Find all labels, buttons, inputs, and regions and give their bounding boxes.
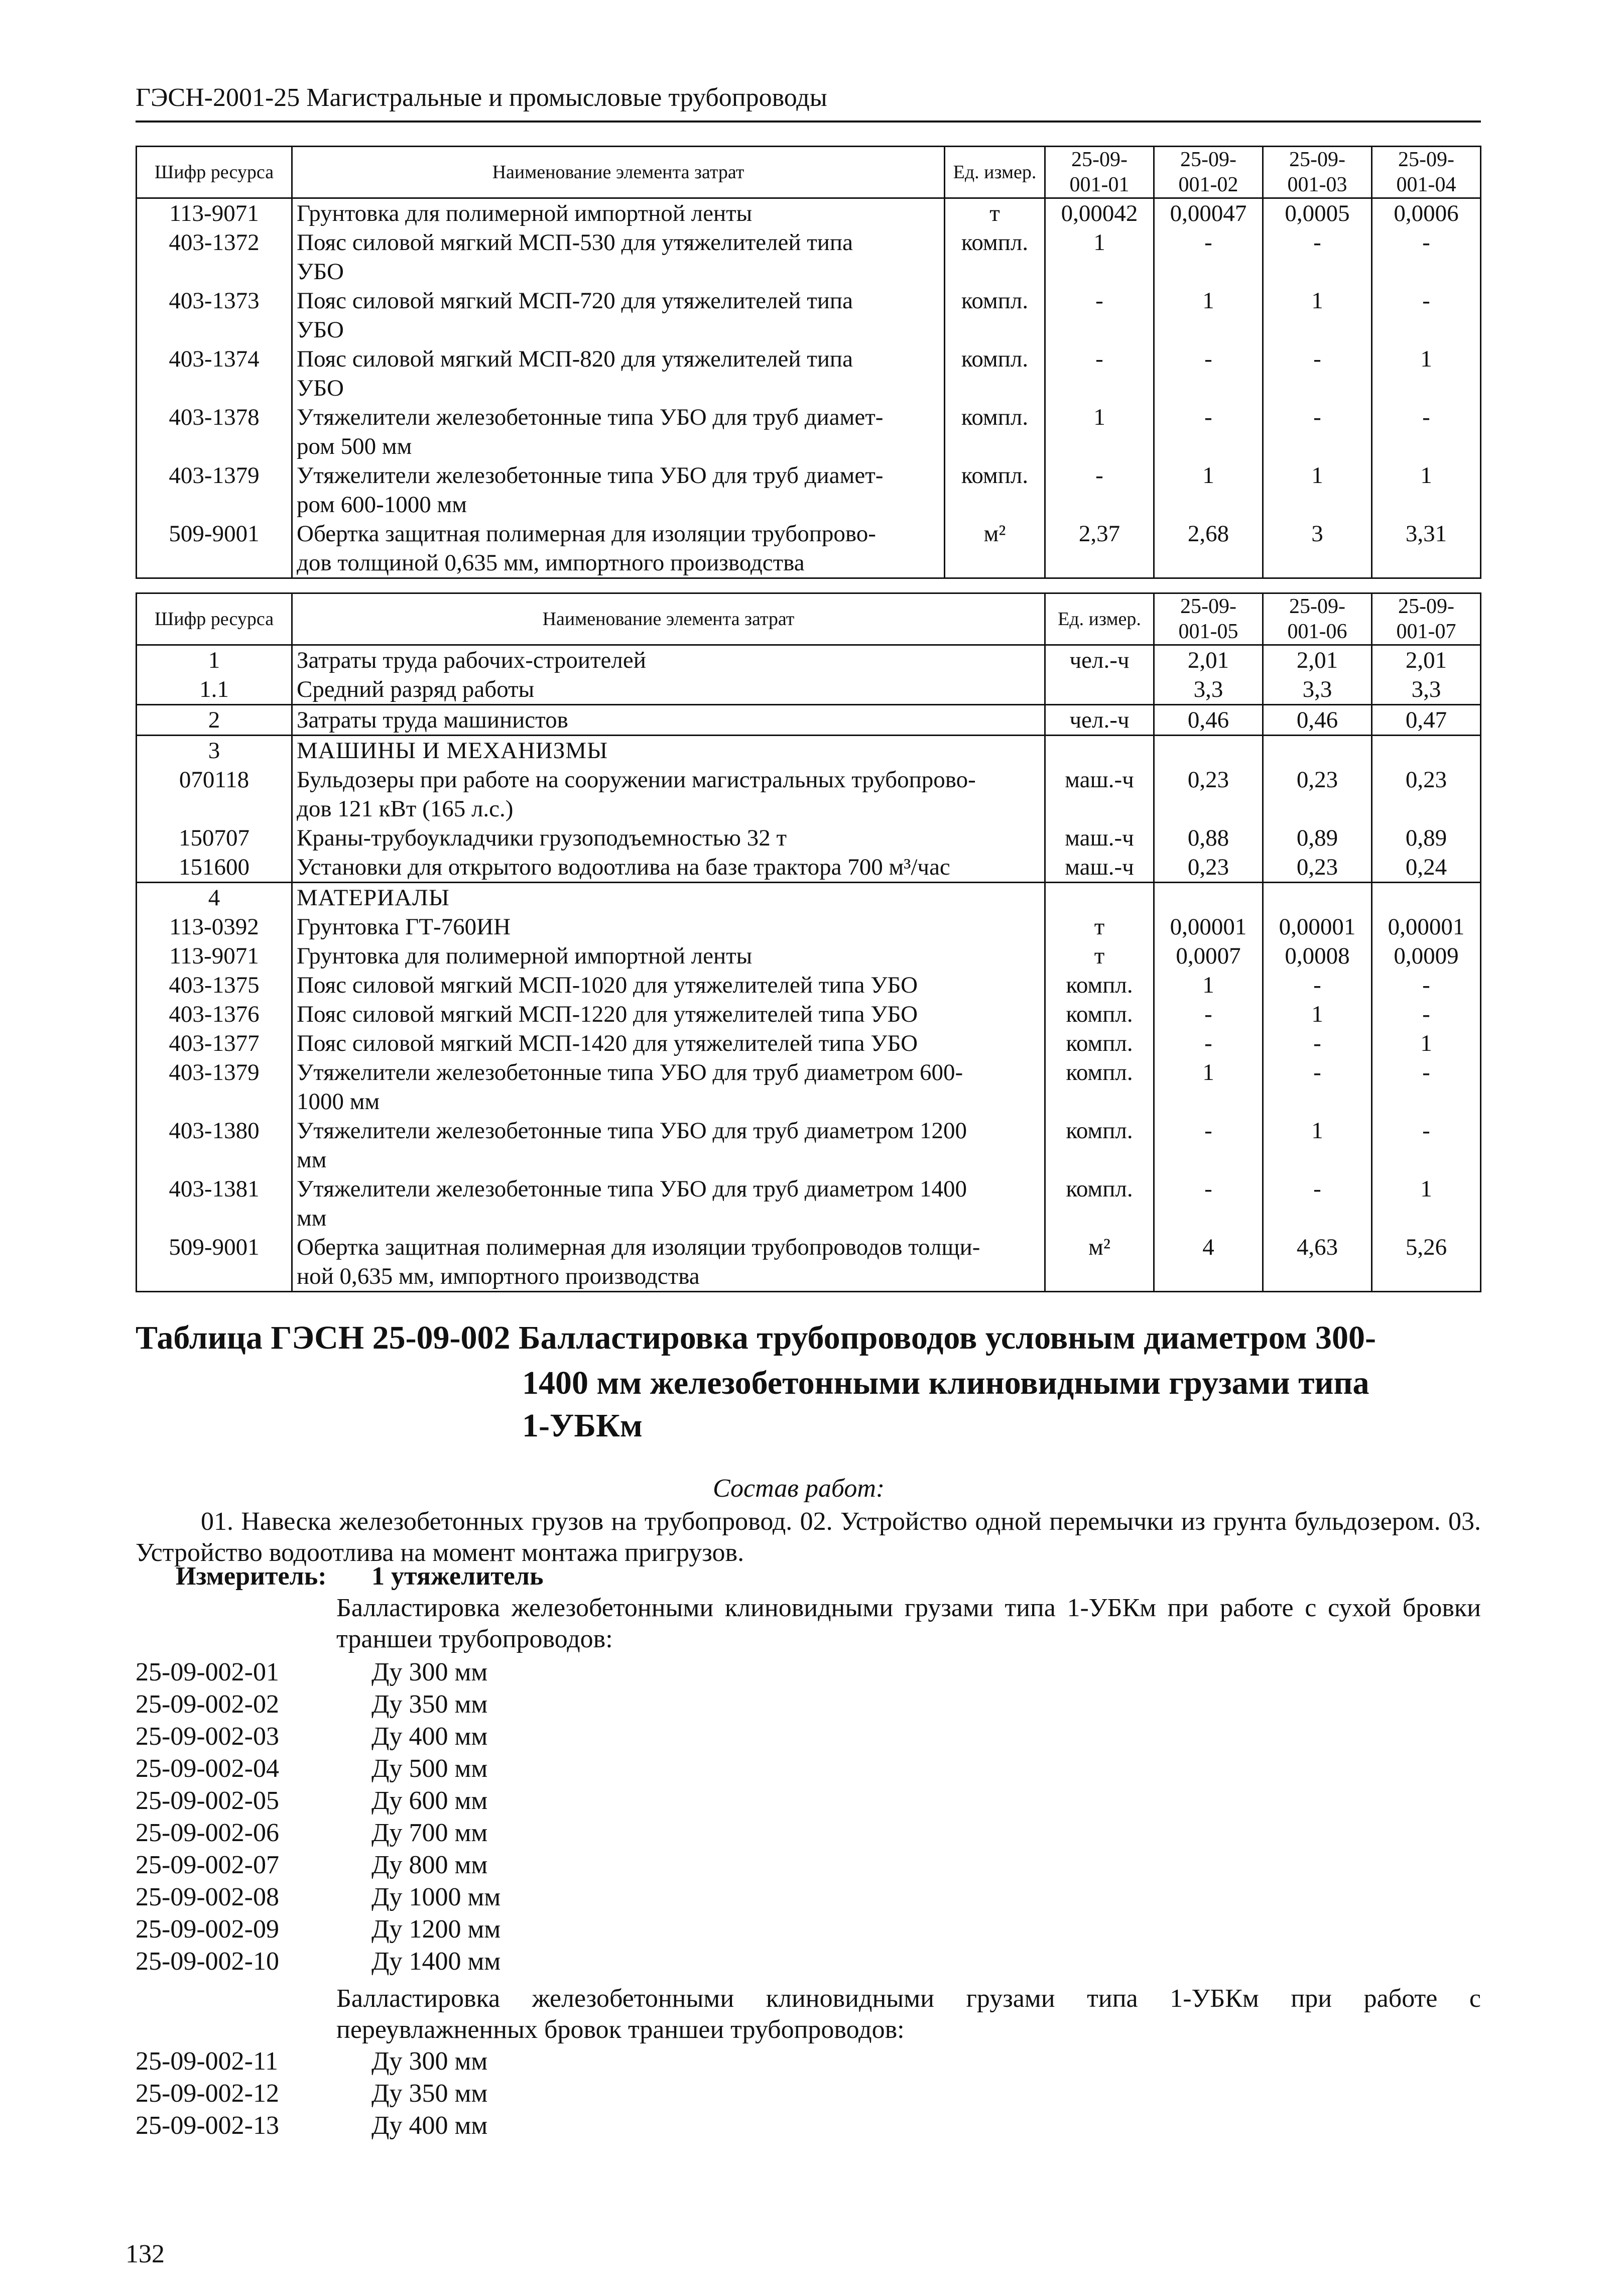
resource-value: 0,0009: [1372, 941, 1481, 971]
resource-code: 070118: [137, 765, 292, 823]
resource-name: [292, 853, 1045, 883]
resource-value: 0,0006: [1372, 198, 1481, 228]
resource-code: 3: [137, 736, 292, 766]
resource-value: -: [1154, 1029, 1263, 1058]
table-row: [137, 198, 1481, 228]
resource-unit: компл.: [945, 286, 1045, 344]
resource-value: 0,24: [1372, 853, 1481, 883]
resource-name-line: Утяжелители железобетонные типа УБО для труб диамет-: [297, 462, 884, 489]
list-item-text: Ду 800 мм: [371, 1851, 488, 1879]
resource-value: 0,23: [1154, 853, 1263, 883]
resource-value: [1372, 883, 1481, 913]
resource-name: [292, 1174, 1045, 1233]
resource-unit: т: [1045, 912, 1154, 941]
resource-value: -: [1372, 286, 1481, 344]
resource-name-line: УБО: [297, 375, 344, 401]
resource-name-line: Пояс силовой мягкий МСП-1020 для утяжелителей типа УБО: [297, 972, 918, 998]
list-item-code: 25-09-002-03: [136, 1722, 279, 1751]
table-row: [137, 941, 1481, 971]
resource-value: 0,47: [1372, 705, 1481, 736]
resource-value: [1372, 736, 1481, 766]
resource-value: 1: [1372, 461, 1481, 519]
resource-value: [1154, 883, 1263, 913]
header-col-6: 25-09- 001-06: [1263, 593, 1372, 645]
resource-name: [292, 912, 1045, 941]
list-item-text: Ду 1400 мм: [371, 1947, 501, 1976]
resource-name-line: Грунтовка для полимерной импортной ленты: [297, 943, 753, 969]
resource-name: [292, 403, 945, 461]
table-row: [137, 853, 1481, 883]
resource-value: 0,89: [1372, 823, 1481, 853]
list-item-text: Ду 300 мм: [371, 2047, 488, 2076]
resource-name-line: Пояс силовой мягкий МСП-820 для утяжелителей типа: [297, 346, 853, 372]
resource-name-line: Затраты труда машинистов: [297, 707, 568, 733]
resource-name-line: Утяжелители железобетонные типа УБО для труб диамет-: [297, 404, 884, 430]
table-row: [137, 286, 1481, 344]
resource-name-line: ной 0,635 мм, импортного производства: [297, 1263, 700, 1289]
resource-name: [292, 736, 1045, 766]
resource-code: 403-1378: [137, 403, 292, 461]
list-item-text: Ду 350 мм: [371, 2079, 488, 2108]
resource-value: 1: [1154, 461, 1263, 519]
resource-value: 5,26: [1372, 1233, 1481, 1292]
resource-code: 509-9001: [137, 1233, 292, 1292]
list-item-code: 25-09-002-06: [136, 1819, 279, 1847]
resource-unit: чел.-ч: [1045, 705, 1154, 736]
resource-code: 1.1: [137, 675, 292, 705]
resource-value: -: [1154, 228, 1263, 286]
resource-value: -: [1372, 971, 1481, 1000]
resource-name-line: МАТЕРИАЛЫ: [297, 885, 450, 911]
resource-value: 0,0005: [1263, 198, 1372, 228]
resource-value: -: [1263, 1058, 1372, 1116]
resource-unit: компл.: [1045, 1174, 1154, 1233]
list-item-code: 25-09-002-12: [136, 2079, 279, 2108]
resource-value: -: [1263, 403, 1372, 461]
list-item-text: Ду 500 мм: [371, 1754, 488, 1783]
resource-code: 403-1373: [137, 286, 292, 344]
resource-name: [292, 645, 1045, 675]
resource-value: -: [1263, 1174, 1372, 1233]
list-item-code: 25-09-002-01: [136, 1658, 279, 1686]
resource-value: [1263, 883, 1372, 913]
resource-unit: м²: [945, 519, 1045, 578]
resource-value: -: [1154, 1000, 1263, 1029]
list-item-code: 25-09-002-08: [136, 1883, 279, 1911]
table-row: [137, 1029, 1481, 1058]
resource-value: 0,0008: [1263, 941, 1372, 971]
table-row: [137, 344, 1481, 403]
list-item-text: Ду 350 мм: [371, 1690, 488, 1719]
resource-name-line: дов 121 кВт (165 л.с.): [297, 796, 514, 822]
resource-value: 3,3: [1263, 675, 1372, 705]
resource-unit: компл.: [1045, 1029, 1154, 1058]
table-row: [137, 1058, 1481, 1116]
resource-code: 403-1374: [137, 344, 292, 403]
resource-unit: компл.: [945, 228, 1045, 286]
resource-unit: маш.-ч: [1045, 765, 1154, 823]
resource-name-line: Пояс силовой мягкий МСП-530 для утяжелителей типа: [297, 229, 853, 256]
resource-unit: [1045, 883, 1154, 913]
group1-description: Балластировка железобетонными клиновидными грузами типа 1-УБКм при работе с сухой бровки траншеи трубопроводов:: [336, 1594, 1481, 1653]
resource-value: 3,3: [1372, 675, 1481, 705]
list-item-code: 25-09-002-11: [136, 2047, 279, 2076]
resource-name: [292, 823, 1045, 853]
resource-name-line: Средний разряд работы: [297, 676, 535, 702]
resource-name-line: ром 500 мм: [297, 433, 412, 459]
resource-name-line: Утяжелители железобетонные типа УБО для труб диаметром 600-: [297, 1059, 963, 1085]
group2-description: Балластировка железобетонными клиновидными грузами типа 1-УБКм при работе с переувлажненных бровок траншеи трубопроводов:: [336, 1984, 1481, 2044]
header-col-3: 25-09- 001-03: [1263, 147, 1372, 198]
header-col-7: 25-09- 001-07: [1372, 593, 1481, 645]
resource-unit: т: [1045, 941, 1154, 971]
resource-value: 2,01: [1372, 645, 1481, 675]
resource-name-line: УБО: [297, 317, 344, 343]
list-item-text: Ду 1000 мм: [371, 1883, 501, 1911]
resource-value: -: [1372, 1058, 1481, 1116]
resource-name: [292, 941, 1045, 971]
resource-value: -: [1154, 403, 1263, 461]
resource-value: [1154, 736, 1263, 766]
resource-value: 3: [1263, 519, 1372, 578]
resource-value: -: [1263, 971, 1372, 1000]
resource-value: 1: [1154, 286, 1263, 344]
resource-code: 151600: [137, 853, 292, 883]
list-item-code: 25-09-002-02: [136, 1690, 279, 1719]
resource-value: 1: [1045, 228, 1154, 286]
resource-unit: маш.-ч: [1045, 853, 1154, 883]
table-row: [137, 675, 1481, 705]
header-code: Шифр ресурса: [137, 593, 292, 645]
resource-name: [292, 344, 945, 403]
header-rule: [136, 120, 1481, 123]
resource-name-line: мм: [297, 1205, 327, 1231]
resource-name-line: 1000 мм: [297, 1089, 380, 1115]
resource-name: [292, 765, 1045, 823]
list-item-text: Ду 400 мм: [371, 1722, 488, 1751]
resource-value: 2,01: [1263, 645, 1372, 675]
measure-value: 1 утяжелитель: [371, 1562, 544, 1591]
resource-name: [292, 675, 1045, 705]
resource-value: 4: [1154, 1233, 1263, 1292]
table-row: [137, 403, 1481, 461]
resource-name: [292, 1058, 1045, 1116]
resource-unit: компл.: [1045, 971, 1154, 1000]
resource-code: 403-1379: [137, 1058, 292, 1116]
resource-value: 0,46: [1154, 705, 1263, 736]
table-row: [137, 765, 1481, 823]
resource-name-line: Утяжелители железобетонные типа УБО для труб диаметром 1200: [297, 1118, 967, 1144]
resource-value: 2,01: [1154, 645, 1263, 675]
resource-unit: [1045, 736, 1154, 766]
resource-code: 403-1381: [137, 1174, 292, 1233]
resource-name-line: ром 600-1000 мм: [297, 492, 467, 518]
resource-value: -: [1372, 1116, 1481, 1174]
resource-unit: компл.: [945, 344, 1045, 403]
resource-name-line: Обертка защитная полимерная для изоляции трубопроводов толщи-: [297, 1234, 980, 1260]
resource-code: 509-9001: [137, 519, 292, 578]
resource-value: 1: [1263, 1000, 1372, 1029]
resource-name: [292, 883, 1045, 913]
composition-text: 01. Навеска железобетонных грузов на трубопровод. 02. Устройство одной перемычки из грунта бульдозером. 03. Устройство водоотлива на момент монтажа пригрузов.: [136, 1507, 1481, 1567]
resource-value: -: [1372, 228, 1481, 286]
resource-value: -: [1372, 1000, 1481, 1029]
header-col-2: 25-09- 001-02: [1154, 147, 1263, 198]
resource-name: [292, 1233, 1045, 1292]
resource-value: 0,00047: [1154, 198, 1263, 228]
resource-name-line: Краны-трубоукладчики грузоподъемностью 32 т: [297, 825, 787, 851]
resource-name-line: УБО: [297, 259, 344, 285]
table-row: [137, 705, 1481, 736]
table-title-line-3: 1-УБКм: [522, 1407, 643, 1444]
resource-value: -: [1263, 344, 1372, 403]
resource-code: 4: [137, 883, 292, 913]
resource-value: 0,23: [1263, 765, 1372, 823]
resource-code: 403-1379: [137, 461, 292, 519]
resource-value: 0,00042: [1045, 198, 1154, 228]
table-row: [137, 971, 1481, 1000]
resource-name: [292, 705, 1045, 736]
resource-code: 403-1376: [137, 1000, 292, 1029]
resource-unit: компл.: [1045, 1116, 1154, 1174]
resource-value: 1: [1154, 971, 1263, 1000]
resource-value: 0,00001: [1154, 912, 1263, 941]
resource-name-line: Утяжелители железобетонные типа УБО для труб диаметром 1400: [297, 1176, 967, 1202]
table-row: [137, 1233, 1481, 1292]
table-row: [137, 1116, 1481, 1174]
resource-value: 0,23: [1263, 853, 1372, 883]
resource-name-line: Бульдозеры при работе на сооружении магистральных трубопрово-: [297, 767, 976, 793]
list-item-text: Ду 1200 мм: [371, 1915, 501, 1944]
resource-name: [292, 228, 945, 286]
resource-value: -: [1045, 286, 1154, 344]
resource-unit: компл.: [945, 461, 1045, 519]
list-item-text: Ду 600 мм: [371, 1786, 488, 1815]
header-name: Наименование элемента затрат: [292, 593, 1045, 645]
list-item-text: Ду 300 мм: [371, 1658, 488, 1686]
resource-value: 0,23: [1154, 765, 1263, 823]
page-number: 132: [126, 2240, 165, 2268]
resource-name: [292, 519, 945, 578]
resource-name: [292, 1029, 1045, 1058]
resource-value: 1: [1154, 1058, 1263, 1116]
resource-unit: компл.: [1045, 1000, 1154, 1029]
resource-name-line: Пояс силовой мягкий МСП-720 для утяжелителей типа: [297, 288, 853, 314]
resource-name-line: Пояс силовой мягкий МСП-1220 для утяжелителей типа УБО: [297, 1001, 918, 1027]
header-unit: Ед. измер.: [945, 147, 1045, 198]
resource-table-2: [136, 592, 1481, 1292]
composition-label: Состав работ:: [713, 1474, 885, 1503]
resource-value: 1: [1372, 1029, 1481, 1058]
list-item-code: 25-09-002-10: [136, 1947, 279, 1976]
table-row: [137, 1000, 1481, 1029]
resource-code: 150707: [137, 823, 292, 853]
resource-value: 0,0007: [1154, 941, 1263, 971]
resource-value: -: [1154, 344, 1263, 403]
resource-name: [292, 1000, 1045, 1029]
resource-code: 403-1377: [137, 1029, 292, 1058]
resource-code: 113-0392: [137, 912, 292, 941]
resource-code: 113-9071: [137, 198, 292, 228]
resource-value: 1: [1263, 286, 1372, 344]
resource-value: 0,88: [1154, 823, 1263, 853]
resource-value: 2,68: [1154, 519, 1263, 578]
resource-value: 4,63: [1263, 1233, 1372, 1292]
resource-unit: чел.-ч: [1045, 645, 1154, 675]
resource-value: 1: [1045, 403, 1154, 461]
resource-name-line: Затраты труда рабочих-строителей: [297, 647, 646, 673]
resource-value: 1: [1263, 461, 1372, 519]
header-code: Шифр ресурса: [137, 147, 292, 198]
header-col-1: 25-09- 001-01: [1045, 147, 1154, 198]
resource-value: 1: [1372, 1174, 1481, 1233]
table-row: [137, 519, 1481, 578]
table-row: [137, 883, 1481, 913]
list-item-code: 25-09-002-05: [136, 1786, 279, 1815]
resource-value: 3,3: [1154, 675, 1263, 705]
resource-name: [292, 286, 945, 344]
resource-code: 403-1380: [137, 1116, 292, 1174]
resource-value: 3,31: [1372, 519, 1481, 578]
resource-unit: т: [945, 198, 1045, 228]
resource-unit: м²: [1045, 1233, 1154, 1292]
resource-name-line: мм: [297, 1147, 327, 1173]
header-col-5: 25-09- 001-05: [1154, 593, 1263, 645]
resource-value: 0,89: [1263, 823, 1372, 853]
resource-value: [1263, 736, 1372, 766]
resource-code: 403-1375: [137, 971, 292, 1000]
resource-unit: компл.: [1045, 1058, 1154, 1116]
resource-value: -: [1154, 1174, 1263, 1233]
table-row: [137, 645, 1481, 675]
resource-name-line: Грунтовка для полимерной импортной ленты: [297, 200, 753, 226]
table-row: [137, 1174, 1481, 1233]
header-unit: Ед. измер.: [1045, 593, 1154, 645]
resource-value: 0,46: [1263, 705, 1372, 736]
measure-label: Измеритель:: [176, 1562, 327, 1591]
resource-name-line: Установки для открытого водоотлива на базе трактора 700 м³/час: [297, 854, 950, 880]
resource-value: 1: [1263, 1116, 1372, 1174]
resource-unit: [1045, 675, 1154, 705]
table-row: [137, 736, 1481, 766]
table-row: [137, 912, 1481, 941]
list-item-code: 25-09-002-04: [136, 1754, 279, 1783]
resource-value: -: [1372, 403, 1481, 461]
resource-value: 0,00001: [1372, 912, 1481, 941]
resource-code: 113-9071: [137, 941, 292, 971]
resource-name: [292, 971, 1045, 1000]
list-item-text: Ду 400 мм: [371, 2111, 488, 2140]
resource-code: 2: [137, 705, 292, 736]
resource-name-line: Пояс силовой мягкий МСП-1420 для утяжелителей типа УБО: [297, 1030, 918, 1056]
resource-table-1: [136, 146, 1481, 579]
resource-name: [292, 198, 945, 228]
resource-unit: компл.: [945, 403, 1045, 461]
resource-name: [292, 1116, 1045, 1174]
resource-unit: маш.-ч: [1045, 823, 1154, 853]
table-row: [137, 461, 1481, 519]
resource-name-line: дов толщиной 0,635 мм, импортного производства: [297, 550, 805, 576]
resource-value: -: [1263, 228, 1372, 286]
document-header: ГЭСН-2001-25 Магистральные и промысловые трубопроводы: [136, 83, 827, 112]
resource-name-line: Обертка защитная полимерная для изоляции трубопрово-: [297, 521, 876, 547]
resource-name-line: Грунтовка ГТ-760ИН: [297, 914, 511, 940]
resource-value: -: [1263, 1029, 1372, 1058]
resource-value: 0,00001: [1263, 912, 1372, 941]
resource-code: 1: [137, 645, 292, 675]
table-title-line-2: 1400 мм железобетонными клиновидными грузами типа: [522, 1365, 1369, 1401]
resource-value: 1: [1372, 344, 1481, 403]
list-item-text: Ду 700 мм: [371, 1819, 488, 1847]
list-item-code: 25-09-002-09: [136, 1915, 279, 1944]
header-col-4: 25-09- 001-04: [1372, 147, 1481, 198]
resource-code: 403-1372: [137, 228, 292, 286]
resource-value: -: [1154, 1116, 1263, 1174]
resource-value: -: [1045, 344, 1154, 403]
header-name: Наименование элемента затрат: [292, 147, 945, 198]
resource-value: 2,37: [1045, 519, 1154, 578]
resource-name: [292, 461, 945, 519]
resource-name-line: МАШИНЫ И МЕХАНИЗМЫ: [297, 738, 608, 764]
resource-value: 0,23: [1372, 765, 1481, 823]
list-item-code: 25-09-002-07: [136, 1851, 279, 1879]
list-item-code: 25-09-002-13: [136, 2111, 279, 2140]
table-row: [137, 823, 1481, 853]
table-row: [137, 228, 1481, 286]
resource-value: -: [1045, 461, 1154, 519]
table-title-line-1: Таблица ГЭСН 25-09-002 Балластировка трубопроводов условным диаметром 300-: [136, 1319, 1376, 1356]
